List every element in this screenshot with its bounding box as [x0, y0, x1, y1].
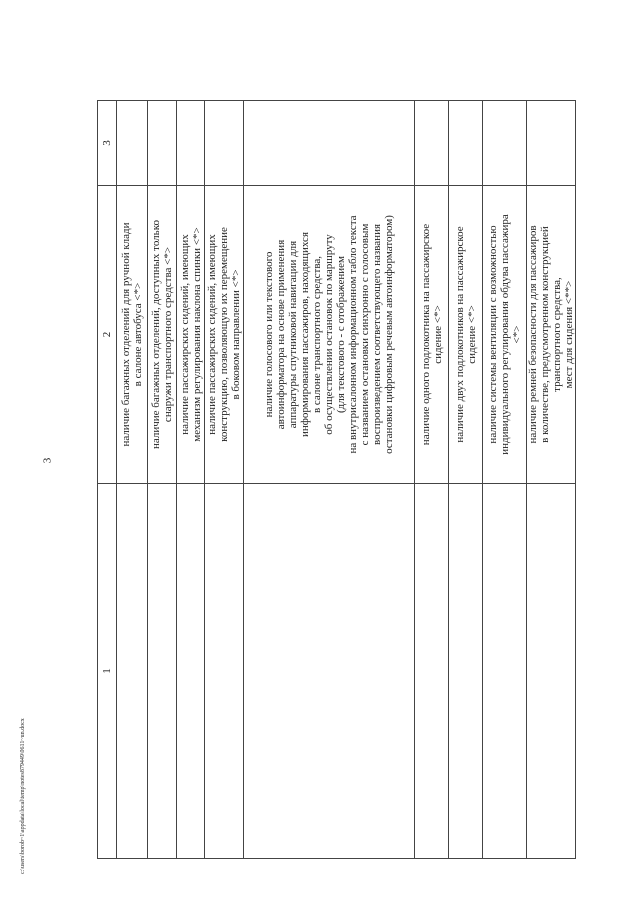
table-cell-col3 [117, 101, 148, 186]
requirements-table [97, 100, 576, 859]
file-path-footer: c:\users\borob~1\appdata\local\temp\notes879449\0611~un.docx [20, 718, 26, 874]
table-header-row [98, 101, 117, 859]
page-number: 3 [41, 457, 54, 464]
table-cell-description: наличие пассажирских сидений, имеющих механизм регулирования наклона спинки <*> [177, 186, 205, 484]
table-row [205, 101, 244, 859]
table-cell-description: наличие багажных отделений, доступных только снаружи транспортного средства <*> [148, 186, 177, 484]
column-header-2: 2 [98, 186, 117, 484]
table-cell-col3 [148, 101, 177, 186]
table-cell-description: наличие одного подлокотника на пассажирское сидение <*> [415, 186, 449, 484]
table-cell-col1 [483, 484, 527, 859]
table-cell-col1 [449, 484, 483, 859]
table-cell-col3 [449, 101, 483, 186]
table-cell-col1 [117, 484, 148, 859]
table-cell-col3 [244, 101, 415, 186]
table-cell-description: наличие ремней безопасности для пассажиров в количестве, предусмотренном конструкцией транспортного средства, мест для сидения <**> [527, 186, 576, 484]
table-cell-description: наличие багажных отделений для ручной клади в салоне автобуса <*> [117, 186, 148, 484]
table-cell-description: наличие пассажирских сидений, имеющих конструкцию, позволяющую их перемещение в боковом направлении <*> [205, 186, 244, 484]
table-cell-description: наличие системы вентиляции с возможностью индивидуального регулирования обдува пассажира <*> [483, 186, 527, 484]
table-cell-col1 [205, 484, 244, 859]
table-cell-col3 [177, 101, 205, 186]
table-row [117, 101, 148, 859]
table-cell-col3 [527, 101, 576, 186]
table-row [527, 101, 576, 859]
requirements-table-container [97, 101, 575, 859]
column-header-3: 3 [98, 101, 117, 186]
table-cell-col1 [527, 484, 576, 859]
table-cell-col1 [148, 484, 177, 859]
table-row [148, 101, 177, 859]
table-row [449, 101, 483, 859]
table-cell-description: наличие двух подлокотников на пассажирское сидение <*> [449, 186, 483, 484]
table-cell-col1 [177, 484, 205, 859]
table-cell-col1 [415, 484, 449, 859]
table-cell-col3 [205, 101, 244, 186]
table-row [177, 101, 205, 859]
table-cell-col1 [244, 484, 415, 859]
table-cell-col3 [483, 101, 527, 186]
table-cell-description: наличие голосового или текстового автоинформатора на основе применения аппаратуры спутниковой навигации для информирования пассажиров, находящихся в салоне транспортного средства, об осуществлении остановок по маршруту (для текстового - с отображением на внутрисалонном информационном табло текста с названием остановки синхронно с голосовым воспроизведением соответствующего названия остановки цифровым речевым автоинформатором) [244, 186, 415, 484]
table-cell-col3 [415, 101, 449, 186]
table-row [415, 101, 449, 859]
table-row [483, 101, 527, 859]
table-row [244, 101, 415, 859]
column-header-1: 1 [98, 484, 117, 859]
